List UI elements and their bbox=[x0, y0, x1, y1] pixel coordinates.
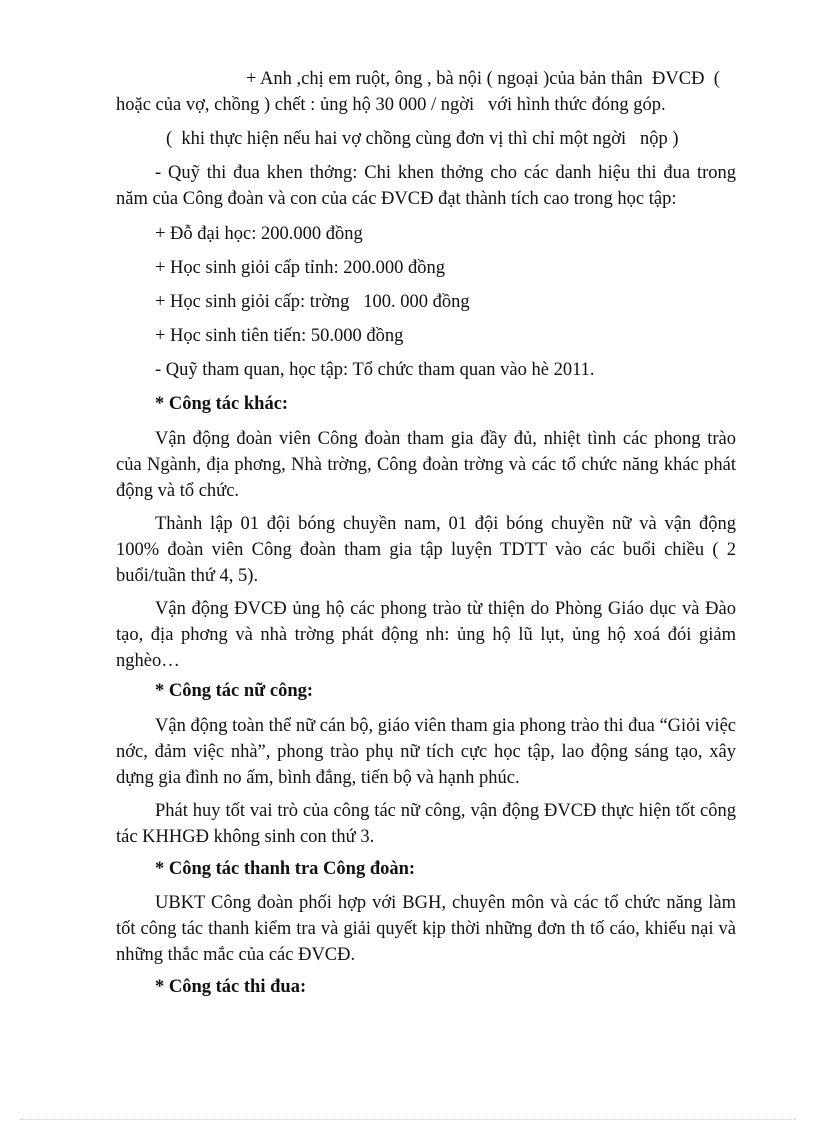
paragraph: Thành lập 01 đội bóng chuyền nam, 01 đội bóng chuyền nữ và vận động 100% đoàn viên Công đoàn tham gia tập luyện TDTT vào các buổi chiều ( 2 buổi/tuần thứ 4, 5). bbox=[116, 514, 736, 586]
paragraph-text bbox=[116, 596, 736, 674]
paragraph: - Quỹ thi đua khen thởng: Chi khen thởng cho các danh hiệu thi đua trong năm của Công đoàn và con của các ĐVCĐ đạt thành tích cao trong học tập: bbox=[116, 163, 736, 209]
paragraph-text: + Anh ,chị em ruột, ông , bà nội ( ngoại )của bản thân ĐVCĐ ( bbox=[246, 69, 720, 89]
section-heading: * Công tác thi đua: bbox=[155, 977, 307, 997]
paragraph-text bbox=[116, 890, 736, 968]
paragraph: Vận động đoàn viên Công đoàn tham gia đầy đủ, nhiệt tình các phong trào của Ngành, địa phơng, Nhà trờng, Công đoàn trờng và các tổ chức năng khác phát động và tổ chức. bbox=[116, 429, 736, 501]
paragraph: UBKT Công đoàn phối hợp với BGH, chuyên môn và các tổ chức năng làm tốt công tác thanh kiểm tra và giải quyết kịp thời những đơn th tố cáo, khiếu nại và những thắc mắc của các ĐVCĐ. bbox=[116, 893, 736, 965]
list-item: + Học sinh tiên tiến: 50.000 đồng bbox=[155, 326, 404, 346]
paragraph-text: ( khi thực hiện nếu hai vợ chồng cùng đơn vị thì chỉ một ngời nộp ) bbox=[166, 129, 679, 149]
list-item: + Học sinh giỏi cấp: trờng 100. 000 đồng bbox=[155, 292, 470, 312]
paragraph-text bbox=[116, 798, 736, 850]
paragraph: Vận động ĐVCĐ ủng hộ các phong trào từ thiện do Phòng Giáo dục và Đào tạo, địa phơng và nhà trờng phát động nh: ủng hộ lũ lụt, ủng hộ xoá đói giảm nghèo… bbox=[116, 599, 736, 671]
section-heading: * Công tác thanh tra Công đoàn: bbox=[155, 859, 416, 879]
paragraph: Vận động toàn thể nữ cán bộ, giáo viên tham gia phong trào thi đua “Giỏi việc nớc, đảm việc nhà”, phong trào phụ nữ tích cực học tập, lao động sáng tạo, xây dựng gia đình no ấm, bình đẳng, tiến bộ và hạnh phúc. bbox=[116, 716, 736, 788]
section-heading: * Công tác khác: bbox=[155, 394, 289, 414]
page-divider bbox=[20, 1119, 796, 1120]
paragraph-text bbox=[116, 511, 736, 589]
list-item: + Học sinh giỏi cấp tỉnh: 200.000 đồng bbox=[155, 258, 445, 278]
list-item: + Đỗ đại học: 200.000 đồng bbox=[155, 224, 363, 244]
paragraph-text: - Quỹ tham quan, học tập: Tổ chức tham quan vào hè 2011. bbox=[155, 360, 595, 380]
paragraph-text bbox=[116, 426, 736, 504]
paragraph: Phát huy tốt vai trò của công tác nữ công, vận động ĐVCĐ thực hiện tốt công tác KHHGĐ không sinh con thứ 3. bbox=[116, 801, 736, 847]
paragraph-text bbox=[116, 160, 736, 212]
paragraph-text bbox=[116, 713, 736, 791]
section-heading: * Công tác nữ công: bbox=[155, 681, 314, 701]
paragraph-text: hoặc của vợ, chồng ) chết : ủng hộ 30 000 / ngời với hình thức đóng góp. bbox=[116, 95, 666, 115]
